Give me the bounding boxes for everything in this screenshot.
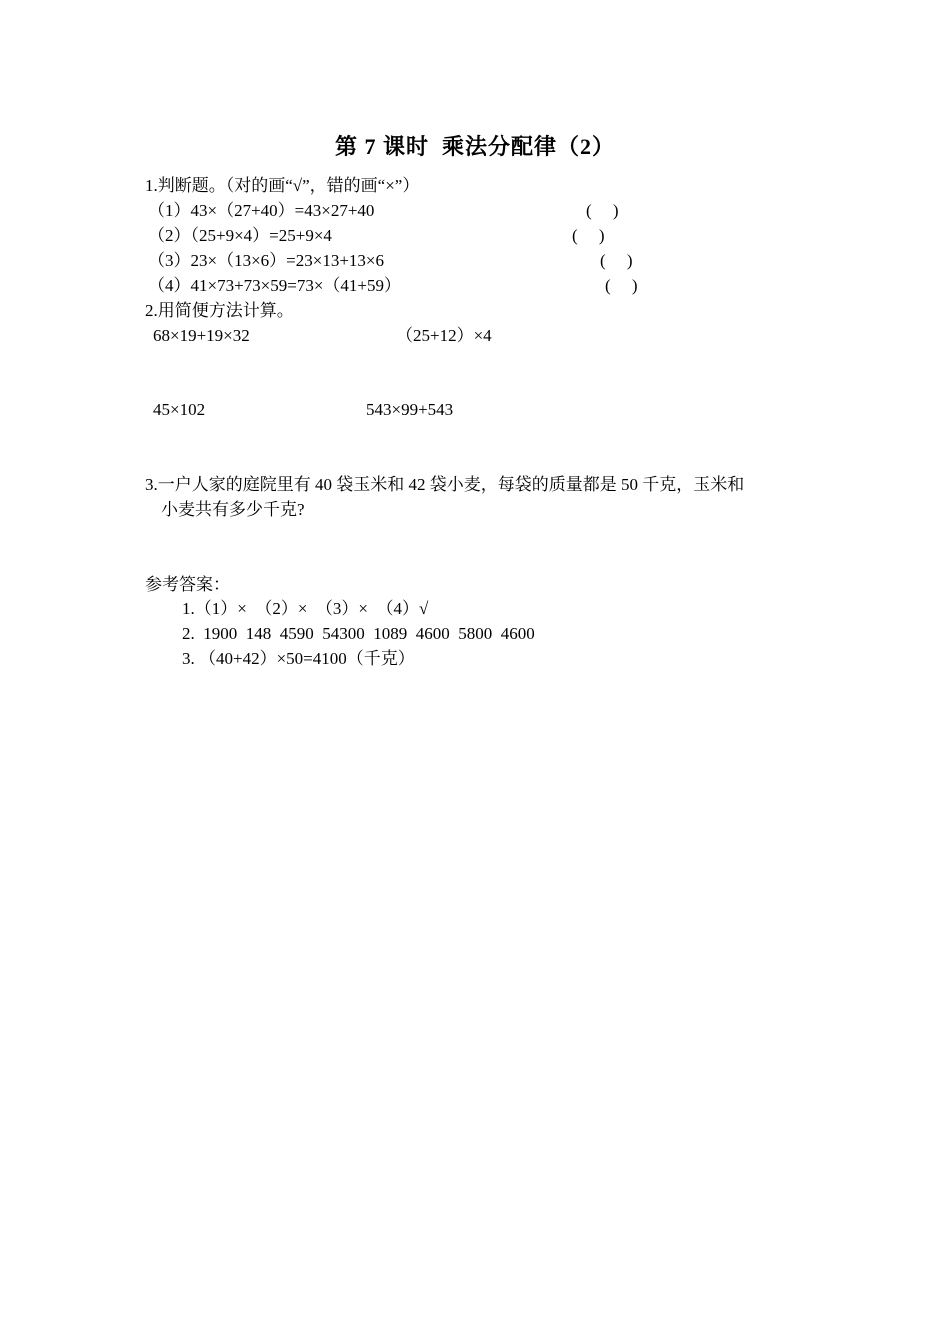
judge-item-2: （2）（25+9×4）=25+9×4 (148, 226, 332, 245)
judge-item-3: （3）23×（13×6）=23×13+13×6 (148, 251, 385, 270)
answer-bracket-2[interactable]: ( ) (572, 226, 605, 245)
answer-line-2: 2. 1900 148 4590 54300 1089 4600 5800 4600 (182, 624, 535, 643)
answer-bracket-4[interactable]: ( ) (605, 276, 638, 295)
judge-item-1: （1）43×（27+40）=43×27+40 (148, 201, 375, 220)
word-problem-line-2: 小麦共有多少千克? (161, 500, 305, 519)
judge-item-4: （4）41×73+73×59=73×（41+59） (148, 276, 402, 295)
calc-problem-4: 543×99+543 (366, 400, 454, 419)
answers-heading: 参考答案： (145, 575, 230, 594)
calc-problem-1: 68×19+19×32 (153, 326, 250, 345)
section2-heading: 2.用简便方法计算。 (145, 301, 294, 320)
word-problem-line-1: 3.一户人家的庭院里有 40 袋玉米和 42 袋小麦，每袋的质量都是 50 千克，玉米和 (145, 475, 745, 494)
calc-problem-2: （25+12）×4 (396, 326, 492, 345)
answer-bracket-3[interactable]: ( ) (600, 251, 633, 270)
answer-line-1: 1.（1）× （2）× （3）× （4）√ (182, 599, 429, 618)
section1-heading: 1.判断题。（对的画“√”，错的画“×”） (145, 176, 420, 195)
answer-bracket-1[interactable]: ( ) (586, 201, 619, 220)
answer-line-3: 3. （40+42）×50=4100（千克） (182, 649, 415, 668)
calc-problem-3: 45×102 (153, 400, 206, 419)
page-title: 第 7 课时 乘法分配律（2） (334, 134, 615, 159)
